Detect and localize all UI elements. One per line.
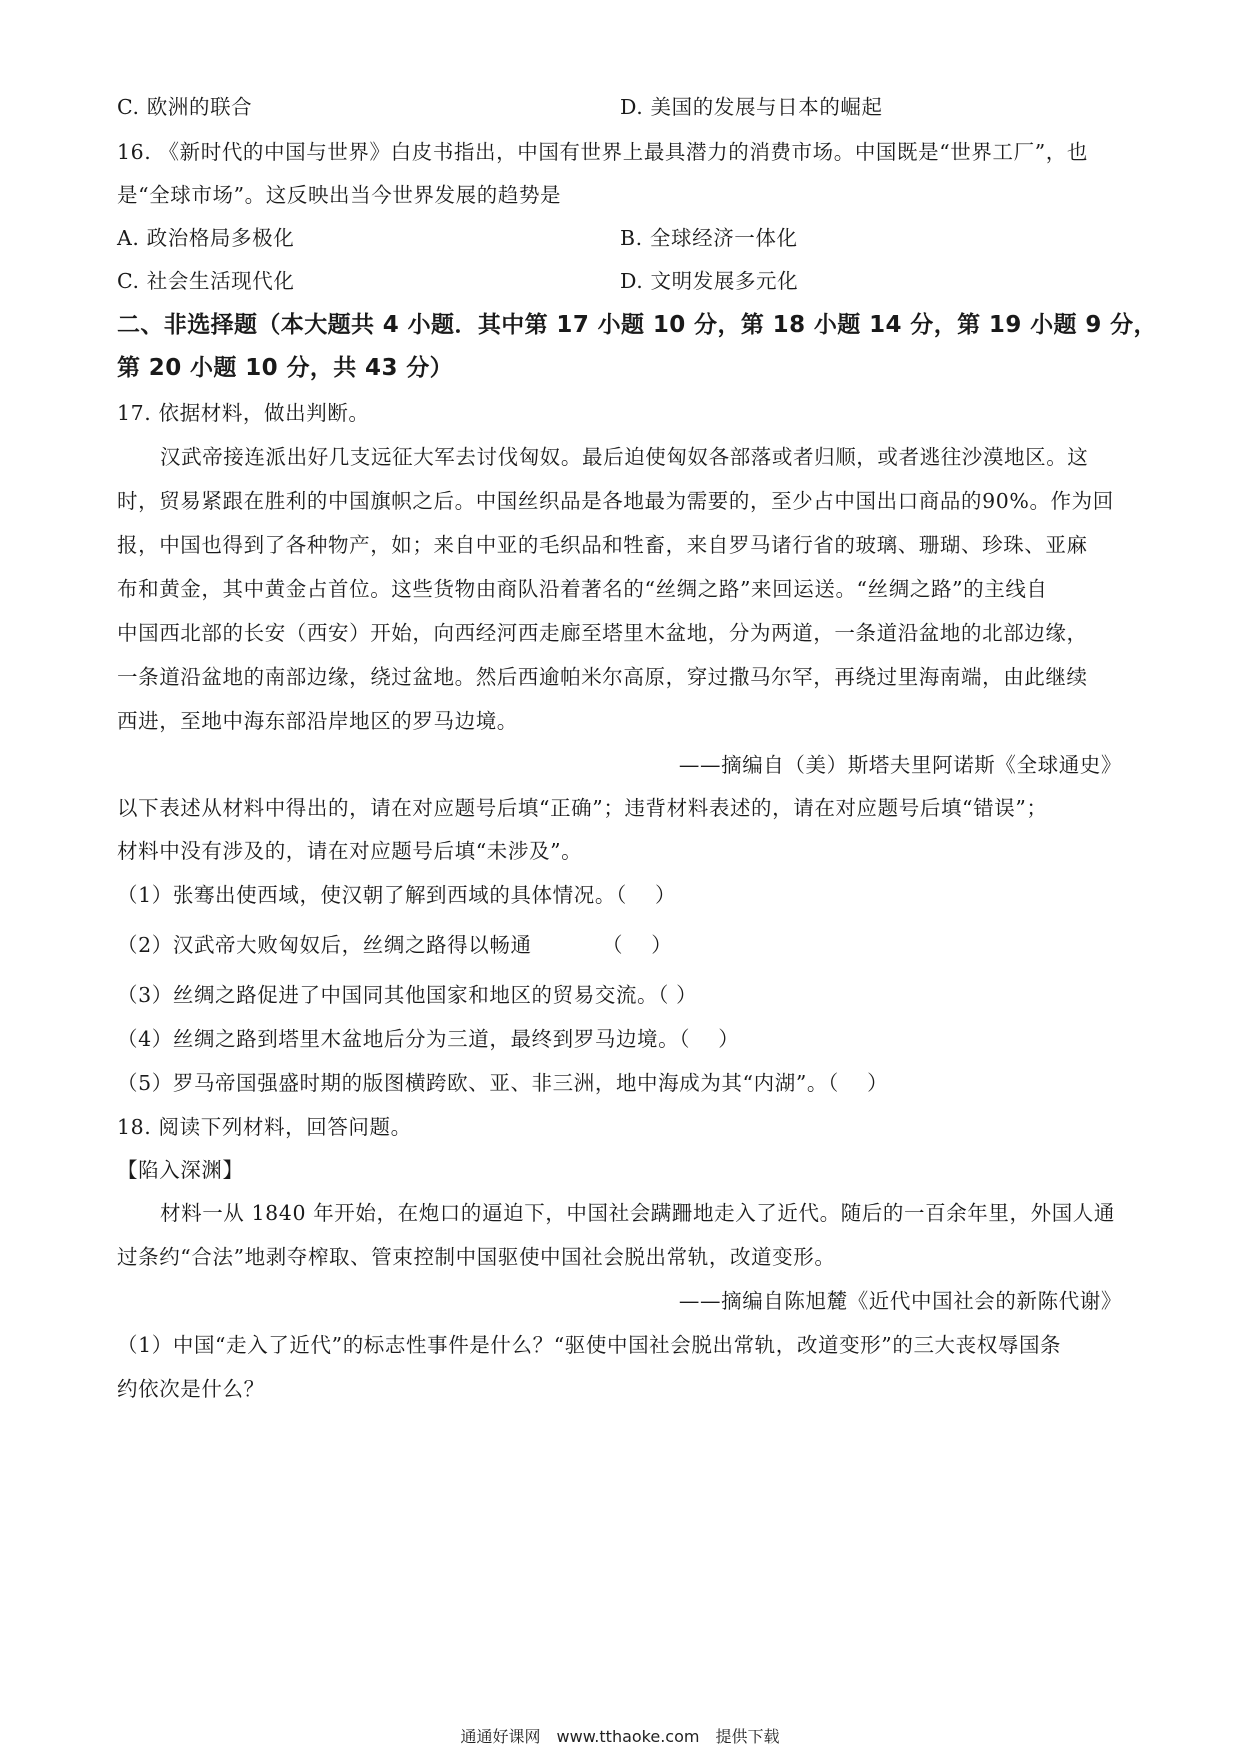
- q17-item-2: （2）汉武帝大败匈奴后，丝绸之路得以畅通 （ ）: [117, 933, 673, 957]
- q16-option-c: C. 社会生活现代化: [117, 269, 295, 293]
- q17-item-4: （4）丝绸之路到塔里木盆地后分为三道，最终到罗马边境。（ ）: [117, 1027, 740, 1051]
- q17-instruction-line1: 以下表述从材料中得出的，请在对应题号后填“正确”；违背材料表述的，请在对应题号后填“错误”；: [117, 796, 1048, 820]
- q16-option-d: D. 文明发展多元化: [620, 269, 799, 293]
- section2-heading-line1: 二、非选择题（本大题共 4 小题．其中第 17 小题 10 分，第 18 小题 14 分，第 19 小题 9 分，: [117, 312, 1157, 338]
- q16-stem-line2: 是“全球市场”。这反映出当今世界发展的趋势是: [117, 183, 562, 207]
- q18-question1-line2: 约依次是什么？: [117, 1377, 265, 1401]
- q17-item-3: （3）丝绸之路促进了中国同其他国家和地区的贸易交流。（ ）: [117, 983, 698, 1007]
- q17-material-line: 西进，至地中海东部沿岸地区的罗马边境。: [117, 709, 518, 733]
- q16-stem-line1: 16. 《新时代的中国与世界》白皮书指出，中国有世界上最具潜力的消费市场。中国既是“世界工厂”，也: [117, 140, 1088, 164]
- q17-item-1: （1）张骞出使西域，使汉朝了解到西域的具体情况。（ ）: [117, 883, 677, 907]
- q18-stem: 18. 阅读下列材料，回答问题。: [117, 1115, 412, 1139]
- q17-material-line: 汉武帝接连派出好几支远征大军去讨伐匈奴。最后迫使匈奴各部落或者归顺，或者逃往沙漠地区。这: [160, 445, 1089, 469]
- q17-source: ——摘编自（美）斯塔夫里阿诺斯《全球通史》: [678, 753, 1122, 777]
- section2-heading-line2: 第 20 小题 10 分，共 43 分）: [117, 355, 454, 381]
- q17-material-line: 一条道沿盆地的南部边缘，绕过盆地。然后西逾帕米尔高原，穿过撒马尔罕，再绕过里海南端，由此继续: [117, 665, 1088, 689]
- q15-option-d: D. 美国的发展与日本的崛起: [620, 95, 883, 119]
- q17-material-line: 报，中国也得到了各种物产，如；来自中亚的毛织品和牲畜，来自罗马诸行省的玻璃、珊瑚、珍珠、亚麻: [117, 533, 1088, 557]
- q16-option-a: A. 政治格局多极化: [117, 226, 295, 250]
- q15-option-c: C. 欧洲的联合: [117, 95, 253, 119]
- q18-source: ——摘编自陈旭麓《近代中国社会的新陈代谢》: [678, 1289, 1122, 1313]
- q17-instruction-line2: 材料中没有涉及的，请在对应题号后填“未涉及”。: [117, 839, 583, 863]
- q18-material-line1: 材料一从 1840 年开始，在炮口的逼迫下，中国社会蹒跚地走入了近代。随后的一百余年里，外国人通: [160, 1201, 1116, 1225]
- q18-question1-line1: （1）中国“走入了近代”的标志性事件是什么？“驱使中国社会脱出常轨，改道变形”的三大丧权辱国条: [117, 1333, 1062, 1357]
- q17-item-5: （5）罗马帝国强盛时期的版图横跨欧、亚、非三洲，地中海成为其“内湖”。（ ）: [117, 1071, 889, 1095]
- q17-material-line: 时，贸易紧跟在胜利的中国旗帜之后。中国丝织品是各地最为需要的，至少占中国出口商品的90%。作为回: [117, 489, 1114, 513]
- q18-subheading: 【陷入深渊】: [117, 1158, 244, 1182]
- q17-material-line: 中国西北部的长安（西安）开始，向西经河西走廊至塔里木盆地，分为两道，一条道沿盆地的北部边缘，: [117, 621, 1088, 645]
- q17-stem: 17. 依据材料，做出判断。: [117, 401, 370, 425]
- footer-credit: 通通好课网 www.tthaoke.com 提供下载: [460, 1727, 780, 1746]
- q17-material-line: 布和黄金，其中黄金占首位。这些货物由商队沿着著名的“丝绸之路”来回运送。“丝绸之路”的主线自: [117, 577, 1048, 601]
- q18-material-line2: 过条约“合法”地剥夺榨取、管束控制中国驱使中国社会脱出常轨，改道变形。: [117, 1245, 836, 1269]
- q16-option-b: B. 全球经济一体化: [620, 226, 798, 250]
